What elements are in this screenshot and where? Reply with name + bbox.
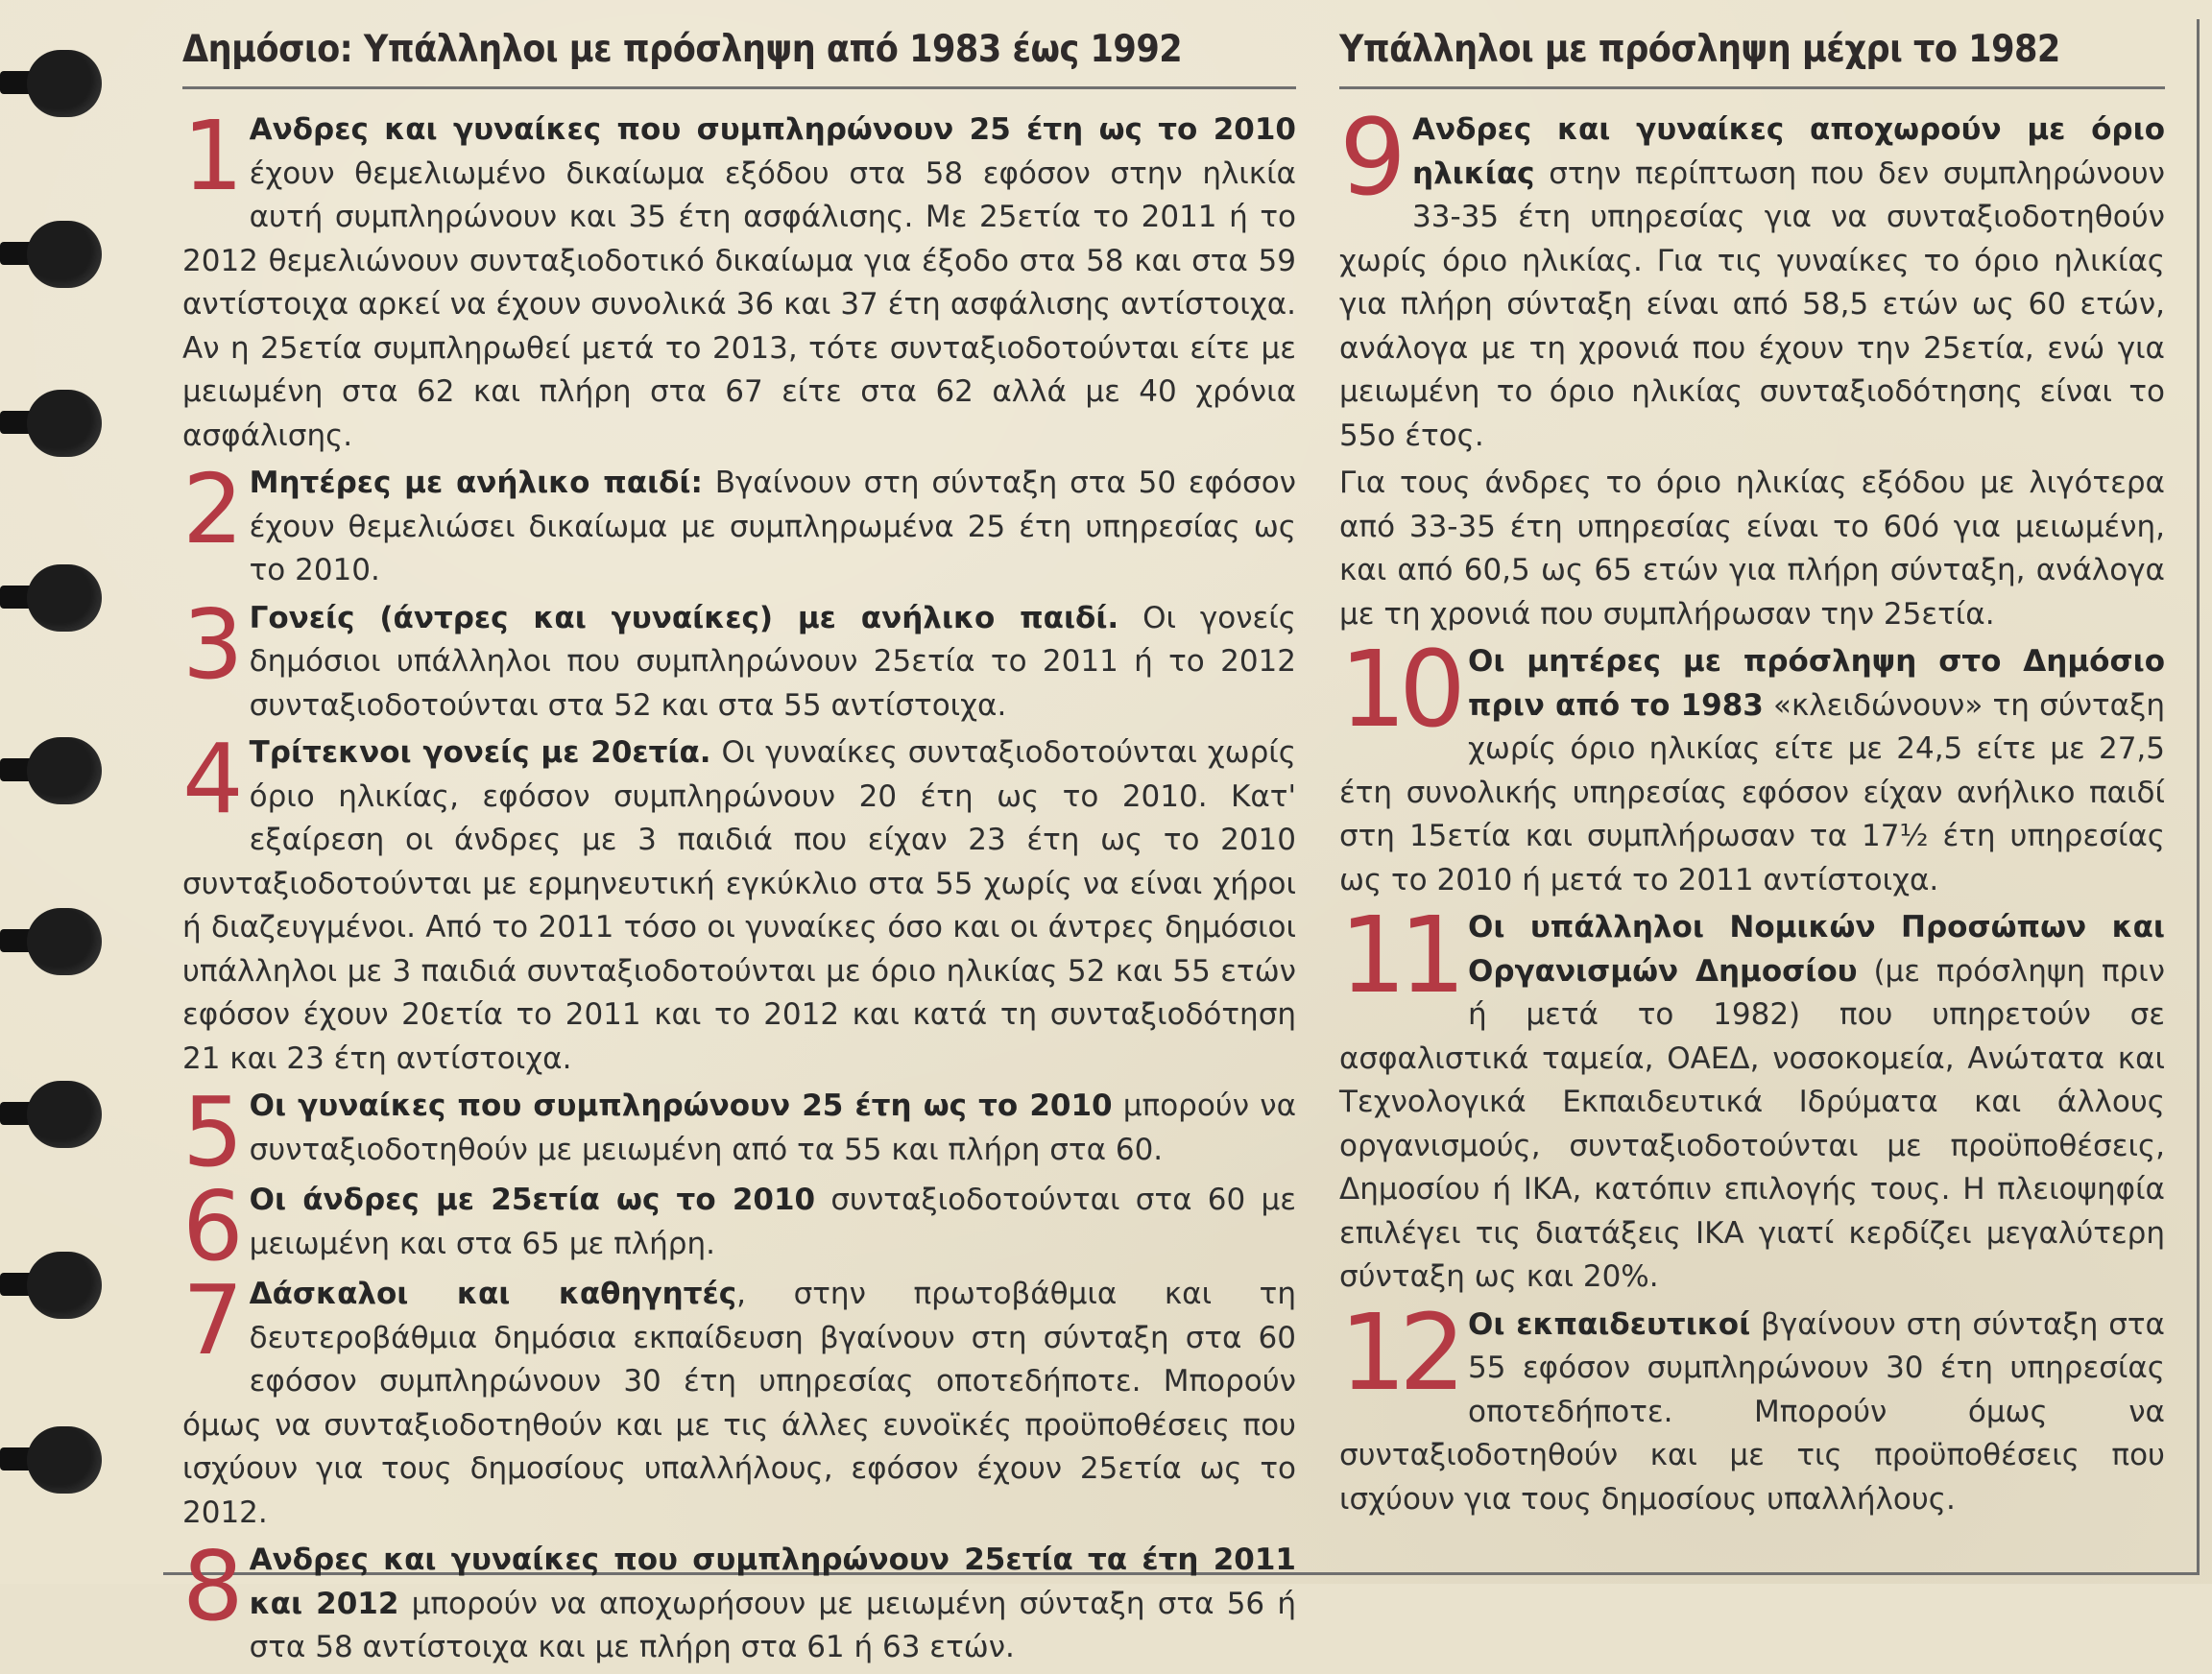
left-column <box>182 19 1296 1674</box>
item-body: Οι γονείς δημόσιοι υπάλληλοι που συμπληρώνουν 25ετία το 2011 ή το 2012 συνταξιοδοτούνται στα 52 και στα 55 αντίστοιχα. <box>249 600 1296 723</box>
item-number: 11 <box>1339 894 1458 1016</box>
binding-ring <box>0 729 104 812</box>
left-heading: Δημόσιο: Υπάλληλοι με πρόσληψη από 1983 έως 1992 <box>182 28 1183 71</box>
item-10 <box>1339 628 2165 902</box>
item-9-continued <box>1339 462 2165 636</box>
item-number: 8 <box>182 1530 240 1642</box>
item-lead: Μητέρες με ανήλικο παιδί: <box>249 466 703 500</box>
item-number: 7 <box>182 1264 240 1376</box>
item-9 <box>1339 96 2165 458</box>
item-1 <box>182 100 1296 458</box>
item-body: μπορούν να συνταξιοδοτηθούν με μειωμένη από τα 55 και πλήρη στα 60. <box>249 1088 1296 1167</box>
item-lead: Ανδρες και γυναίκες αποχωρούν με όριο ηλικίας <box>1412 112 2165 191</box>
item-number: 5 <box>182 1076 240 1188</box>
item-3 <box>182 587 1296 729</box>
item-body: Βγαίνουν στη σύνταξη στα 50 εφόσον έχουν θεμελιώσει δικαίωμα με συμπληρωμένα 25 έτη υπηρεσίας ως το 2010. <box>249 466 1296 587</box>
item-body: Για τους άνδρες το όριο ηλικίας εξόδου με λιγότερα από 33-35 έτη υπηρεσίας είναι το 60ό για μειωμένη, και από 60,5 ως 65 ετών για πλήρη σύνταξη, ανάλογα με τη χρονιά που συμπλήρωσαν την 25ετία. <box>1339 466 2165 632</box>
spiral-binding <box>0 0 115 1584</box>
right-column <box>1339 19 2165 1525</box>
binding-ring <box>0 1073 104 1156</box>
binding-ring <box>0 900 104 983</box>
heading-rule <box>1339 86 2165 89</box>
item-body: μπορούν να αποχωρήσουν με μειωμένη σύνταξη στα 56 ή στα 58 αντίστοιχα και με πλήρη στα 61 ή 63 ετών. <box>249 1586 1296 1664</box>
item-body: στην περίπτωση που δεν συμπληρώνουν 33-35 έτη υπηρεσίας για να συνταξιοδοτηθούν χωρίς όριο ηλικίας. Για τις γυναίκες το όριο ηλικίας για πλήρη σύνταξη είναι από 58,5 ετών ως 60 ετών, ανάλογα με τη χρονιά που έχουν την 25ετία, ενώ για μειωμένη το όριο ηλικίας συνταξιοδότησης είναι το 55ο έτος. <box>1339 155 2165 453</box>
item-lead: Ανδρες και γυναίκες που συμπληρώνουν 25ετία τα έτη 2011 και 2012 <box>249 1542 1296 1621</box>
item-number: 9 <box>1339 96 1403 219</box>
binding-ring <box>0 42 104 125</box>
item-number: 6 <box>182 1170 240 1282</box>
item-11 <box>1339 894 2165 1300</box>
binding-ring <box>0 557 104 639</box>
item-lead: Οι μητέρες με πρόσληψη στο Δημόσιο πριν από το 1983 <box>1467 644 2165 723</box>
item-lead: Τρίτεκνοι γονείς με 20ετία. <box>249 735 711 770</box>
item-lead: Οι εκπαιδευτικοί <box>1467 1306 1751 1342</box>
item-number: 4 <box>182 723 240 835</box>
item-number: 1 <box>182 100 240 212</box>
binding-ring <box>0 1419 104 1501</box>
item-7 <box>182 1264 1296 1535</box>
item-number: 12 <box>1339 1290 1458 1414</box>
item-number: 3 <box>182 587 240 701</box>
item-body: συνταξιοδοτούνται στα 60 με μειωμένη και στα 65 με πλήρη. <box>249 1183 1297 1261</box>
item-body: βγαίνουν στη σύνταξη στα 55 εφόσον συμπληρώνουν 30 έτη υπηρεσίας οποτεδήποτε. Μπορούν όμως να συνταξιοδοτηθούν και με τις προϋποθέσεις που ισχύουν για τους δημοσίους υπαλλήλους. <box>1339 1306 2165 1517</box>
item-6 <box>182 1170 1297 1282</box>
binding-ring <box>0 382 104 465</box>
item-lead: Γονείς (άντρες και γυναίκες) με ανήλικο παιδί. <box>249 600 1119 635</box>
item-body: Οι γυναίκες συνταξιοδοτούνται χωρίς όριο ηλικίας, εφόσον συμπληρώνουν 20 έτη ως το 2010. Κατ' εξαίρεση οι άνδρες με 3 παιδιά που είχαν 23 έτη ως το 2010 συνταξιοδοτούνται με ερμηνευτική εγκύκλιο στα 55 χωρίς να είναι χήροι ή διαζευγμένοι. Από το 2011 τόσο οι γυναίκες όσο και οι άντρες δημόσιοι υπάλληλοι με 3 παιδιά συνταξιοδοτούνται με όριο ηλικίας 52 και 55 ετών εφόσον έχουν 20ετία το 2011 και το 2012 και κατά τη συνταξιοδότηση 21 και 23 έτη αντίστοιχα. <box>182 735 1296 1076</box>
heading-rule <box>182 86 1296 89</box>
binding-ring <box>0 213 104 296</box>
item-12 <box>1339 1290 2165 1522</box>
item-lead: Οι υπάλληλοι Νομικών Προσώπων και Οργανισμών Δημοσίου <box>1467 910 2165 989</box>
item-body: έχουν θεμελιωμένο δικαίωμα εξόδου στα 58 εφόσον στην ηλικία αυτή συμπληρώνουν και 35 έτη ασφάλισης. Με 25ετία το 2011 ή το 2012 θεμελιώνουν συνταξιοδοτικό δικαίωμα για έξοδο στα 58 και στα 59 αντίστοιχα αρκεί να έχουν συνολικά 36 και 37 έτη ασφάλισης αντίστοιχα. Αν η 25ετία συμπληρωθεί μετά το 2013, τότε συνταξιοδοτούνται είτε με μειωμένη στα 62 και πλήρη στα 67 είτε στα 62 αλλά με 40 χρόνια ασφάλισης. <box>182 155 1296 453</box>
item-4 <box>182 723 1296 1081</box>
item-body: , στην πρωτοβάθμια και τη δευτεροβάθμια δημόσια εκπαίδευση βγαίνουν στη σύνταξη στα 60 εφόσον συμπληρώνουν 30 έτη υπηρεσίας οποτεδήποτε. Μπορούν όμως να συνταξιοδοτηθούν και με τις άλλες ευνοϊκές προϋποθέσεις που ισχύουν για τους δημοσίους υπαλλήλους, εφόσον έχουν 25ετία ως το 2012. <box>182 1277 1296 1530</box>
right-heading: Υπάλληλοι με πρόσληψη μέχρι το 1982 <box>1339 28 2060 71</box>
item-2 <box>182 453 1296 593</box>
item-body: (με πρόσληψη πριν ή μετά το 1982) που υπηρετούν σε ασφαλιστικά ταμεία, ΟΑΕΔ, νοσοκομεία, Ανώτατα και Τεχνολογικά Εκπαιδευτικά Ιδρύματα και άλλους οργανισμούς, συνταξιοδοτούνται με προϋποθέσεις, Δημοσίου ή ΙΚΑ, κατόπιν επιλογής τους. Η πλειοψηφία επιλέγει τις διατάξεις ΙΚΑ γιατί κερδίζει μεγαλύτερη σύνταξη ως και 20%. <box>1339 953 2165 1294</box>
binding-ring <box>0 1244 104 1327</box>
item-8 <box>182 1530 1296 1670</box>
item-5 <box>182 1076 1296 1188</box>
item-number: 10 <box>1339 628 1458 751</box>
item-lead: Οι άνδρες με 25ετία ως το 2010 <box>249 1183 816 1217</box>
item-lead: Ανδρες και γυναίκες που συμπληρώνουν 25 έτη ως το 2010 <box>249 112 1296 147</box>
item-lead: Οι γυναίκες που συμπληρώνουν 25 έτη ως το 2010 <box>249 1088 1113 1123</box>
item-lead: Δάσκαλοι και καθηγητές <box>249 1277 737 1311</box>
item-body: «κλειδώνουν» τη σύνταξη χωρίς όριο ηλικίας είτε με 24,5 είτε με 27,5 έτη συνολικής υπηρεσίας εφόσον είχαν ανήλικο παιδί στη 15ετία και συμπλήρωσαν τα 17½ έτη υπηρεσίας ως το 2010 ή μετά το 2011 αντίστοιχα. <box>1339 687 2165 897</box>
item-number: 2 <box>182 453 240 565</box>
